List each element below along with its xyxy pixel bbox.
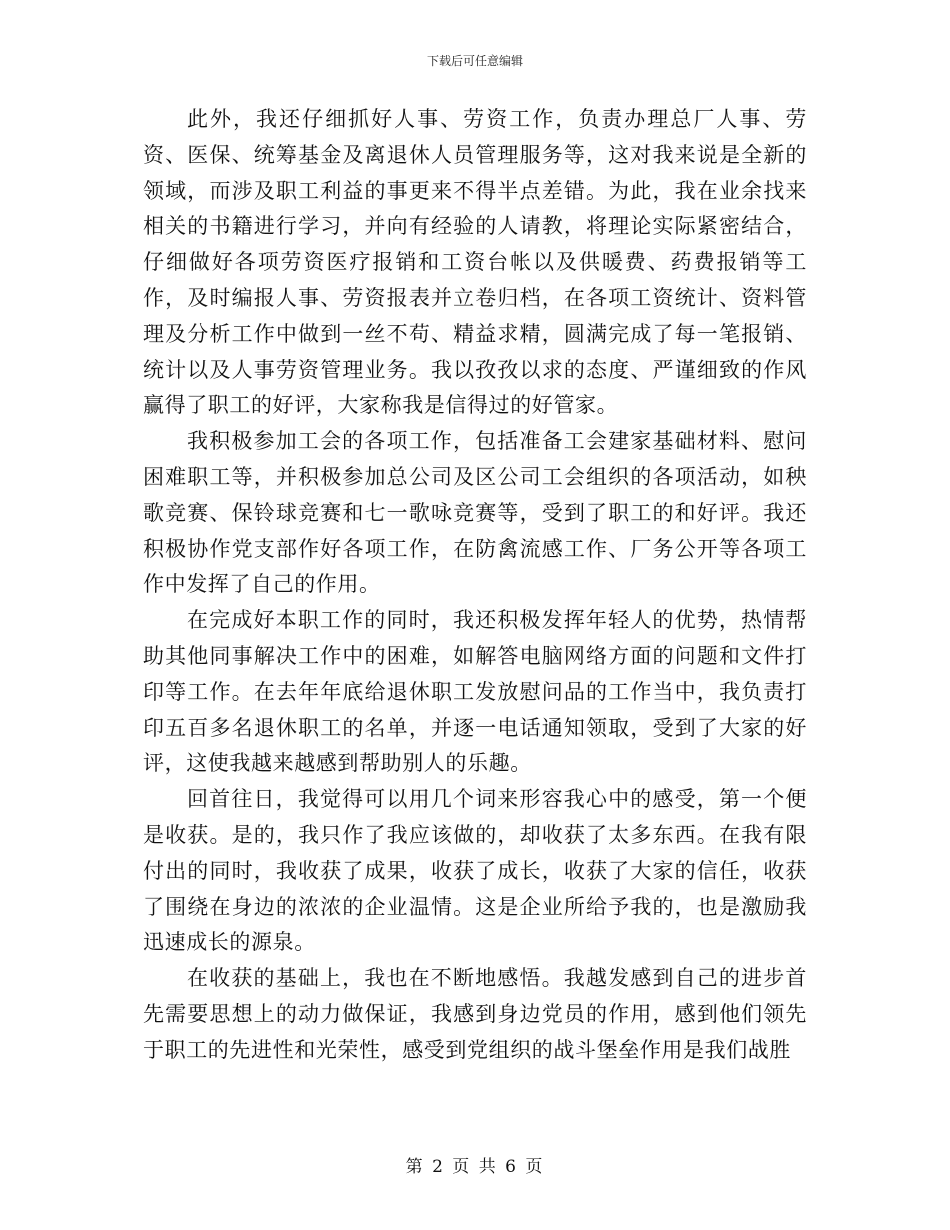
- paragraph: 我积极参加工会的各项工作，包括准备工会建家基础材料、慰问困难职工等，并积极参加总公司及区公司工会组织的各项活动，如秧歌竞赛、保铃球竞赛和七一歌咏竞赛等，受到了职工的和好评。我还积极协作党支部作好各项工作，在防禽流感工作、厂务公开等各项工作中发挥了自己的作用。: [143, 429, 807, 597]
- paragraph: 在完成好本职工作的同时，我还积极发挥年轻人的优势，热情帮助其他同事解决工作中的困难，如解答电脑网络方面的问题和文件打印等工作。在去年年底给退休职工发放慰问品的工作当中，我负责打印五百多名退休职工的名单，并逐一电话通知领取，受到了大家的好评，这使我越来越感到帮助别人的乐趣。: [143, 608, 807, 776]
- page-header: 下载后可任意编辑: [426, 54, 523, 68]
- paragraph: 此外，我还仔细抓好人事、劳资工作，负责办理总厂人事、劳资、医保、统筹基金及离退休人员管理服务等，这对我来说是全新的领域，而涉及职工利益的事更来不得半点差错。为此，我在业余找来相关的书籍进行学习，并向有经验的人请教，将理论实际紧密结合，仔细做好各项劳资医疗报销和工资台帐以及供暖费、药费报销等工作，及时编报人事、劳资报表并立卷归档，在各项工资统计、资料管理及分析工作中做到一丝不苟、精益求精，圆满完成了每一笔报销、统计以及人事劳资管理业务。我以孜孜以求的态度、严谨细致的作风赢得了职工的好评，大家称我是信得过的好管家。: [143, 107, 807, 418]
- page-number: 第 2 页 共 6 页: [405, 1157, 545, 1177]
- document-body: [143, 102, 807, 1069]
- paragraph: 在收获的基础上，我也在不断地感悟。我越发感到自己的进步首先需要思想上的动力做保证，我感到身边党员的作用，感到他们领先于职工的先进性和光荣性，感受到党组织的战斗堡垒作用是我们战胜: [143, 966, 807, 1062]
- paragraph: 回首往日，我觉得可以用几个词来形容我心中的感受，第一个便是收获。是的，我只作了我应该做的，却收获了太多东西。在我有限付出的同时，我收获了成果，收获了成长，收获了大家的信任，收获了围绕在身边的浓浓的企业温情。这是企业所给予我的，也是激励我迅速成长的源泉。: [143, 787, 807, 955]
